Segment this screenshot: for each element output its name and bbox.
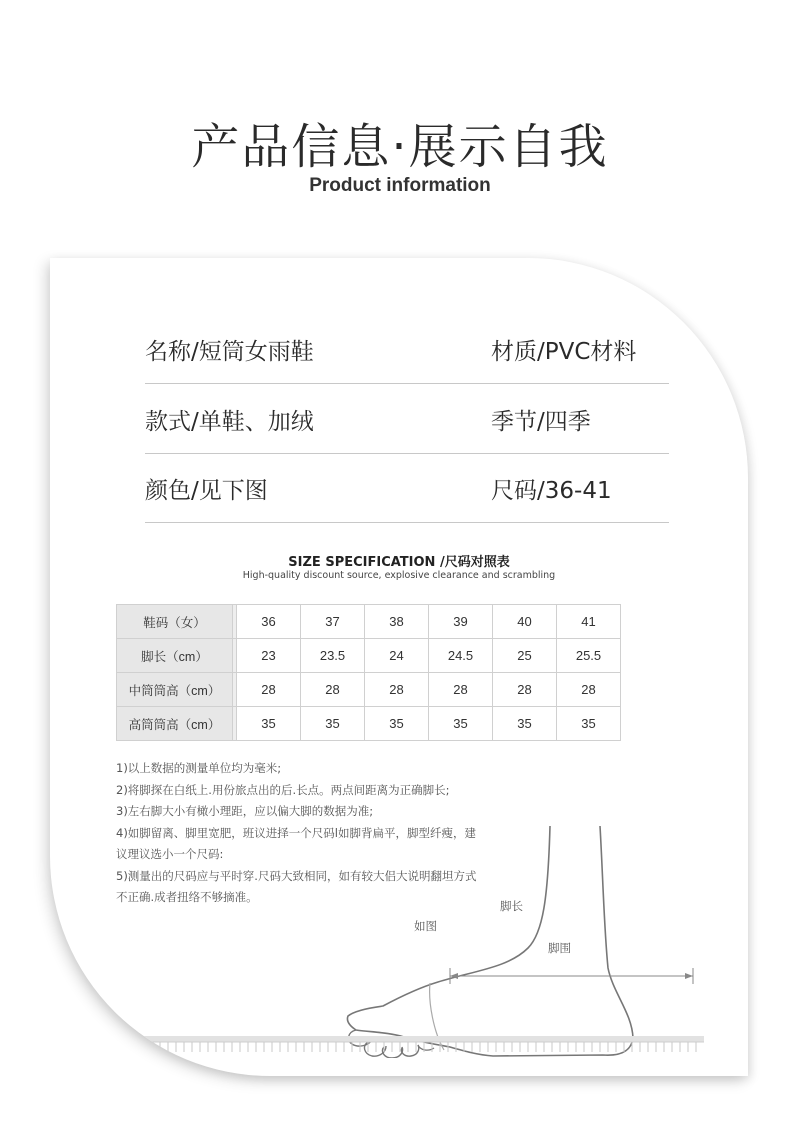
foot-measure-diagram xyxy=(98,818,718,1058)
product-info-card xyxy=(50,258,748,1076)
table-cell: 35 xyxy=(365,707,429,741)
info-color: 颜色/见下图 xyxy=(145,478,268,504)
size-table xyxy=(116,604,621,741)
label-foot-length: 脚长 xyxy=(500,899,523,913)
table-cell: 28 xyxy=(237,673,301,707)
foot-outline-illustration xyxy=(98,818,718,1058)
table-cell: 35 xyxy=(557,707,621,741)
page-subtitle: Product information xyxy=(309,175,491,196)
table-row xyxy=(117,605,621,639)
info-row-color-size xyxy=(145,453,669,523)
table-cell: 23 xyxy=(237,639,301,673)
row-header: 脚长（cm） xyxy=(117,639,233,673)
row-header: 中筒筒高（cm） xyxy=(117,673,233,707)
table-cell: 39 xyxy=(429,605,493,639)
table-cell: 35 xyxy=(429,707,493,741)
table-cell: 28 xyxy=(365,673,429,707)
table-cell: 23.5 xyxy=(301,639,365,673)
table-cell: 28 xyxy=(301,673,365,707)
table-cell: 40 xyxy=(493,605,557,639)
note-line: 1)以上数据的测量单位均为毫米; xyxy=(116,761,282,775)
table-cell: 37 xyxy=(301,605,365,639)
table-cell: 24.5 xyxy=(429,639,493,673)
info-season: 季节/四季 xyxy=(491,409,591,435)
page-title: 产品信息·展示自我 xyxy=(191,119,609,175)
table-cell: 28 xyxy=(429,673,493,707)
label-foot-girth: 脚围 xyxy=(548,941,571,955)
note-line: 3)左右脚大小有橄小理距，应以偏大脚的数据为准; xyxy=(116,804,374,818)
table-cell: 38 xyxy=(365,605,429,639)
info-name: 名称/短筒女雨鞋 xyxy=(145,339,314,365)
info-row-name-material xyxy=(145,314,669,384)
table-row xyxy=(117,673,621,707)
size-spec-title: SIZE SPECIFICATION /尺码对照表 xyxy=(288,555,510,570)
info-style: 款式/单鞋、加绒 xyxy=(145,409,314,435)
table-row xyxy=(117,707,621,741)
note-line: 议理议选小一个尺码: xyxy=(116,847,224,861)
table-cell: 28 xyxy=(557,673,621,707)
table-cell: 28 xyxy=(493,673,557,707)
table-cell: 24 xyxy=(365,639,429,673)
note-line: 5)测量出的尺码应与平时穿.尺码大致相同，如有较大侣大说明翻坦方式 xyxy=(116,868,477,883)
table-cell: 25.5 xyxy=(557,639,621,673)
table-row xyxy=(117,639,621,673)
table-cell: 25 xyxy=(493,639,557,673)
table-cell: 41 xyxy=(557,605,621,639)
info-material: 材质/PVC材料 xyxy=(491,339,637,365)
note-line: 2)将脚探在白纸上.用份旅点出的后.长点。两点间距离为正确脚长; xyxy=(116,782,450,797)
row-header: 鞋码（女） xyxy=(117,605,233,639)
note-line: 4)如脚留离、脚里宽肥，班议进择一个尺码l如脚背扁平，脚型纤瘦，建 xyxy=(116,825,476,840)
row-header: 高筒筒高（cm） xyxy=(117,707,233,741)
info-row-style-season xyxy=(145,384,669,454)
table-cell: 35 xyxy=(493,707,557,741)
size-spec-subtitle: High-quality discount source, explosive clearance and scrambling xyxy=(242,570,556,581)
table-cell: 35 xyxy=(301,707,365,741)
table-cell: 35 xyxy=(237,707,301,741)
table-cell: 36 xyxy=(237,605,301,639)
note-line: 不正确.成者扭络不够摘准。 xyxy=(116,890,258,904)
info-size: 尺码/36-41 xyxy=(491,478,612,504)
label-as-shown: 如图 xyxy=(414,919,437,933)
